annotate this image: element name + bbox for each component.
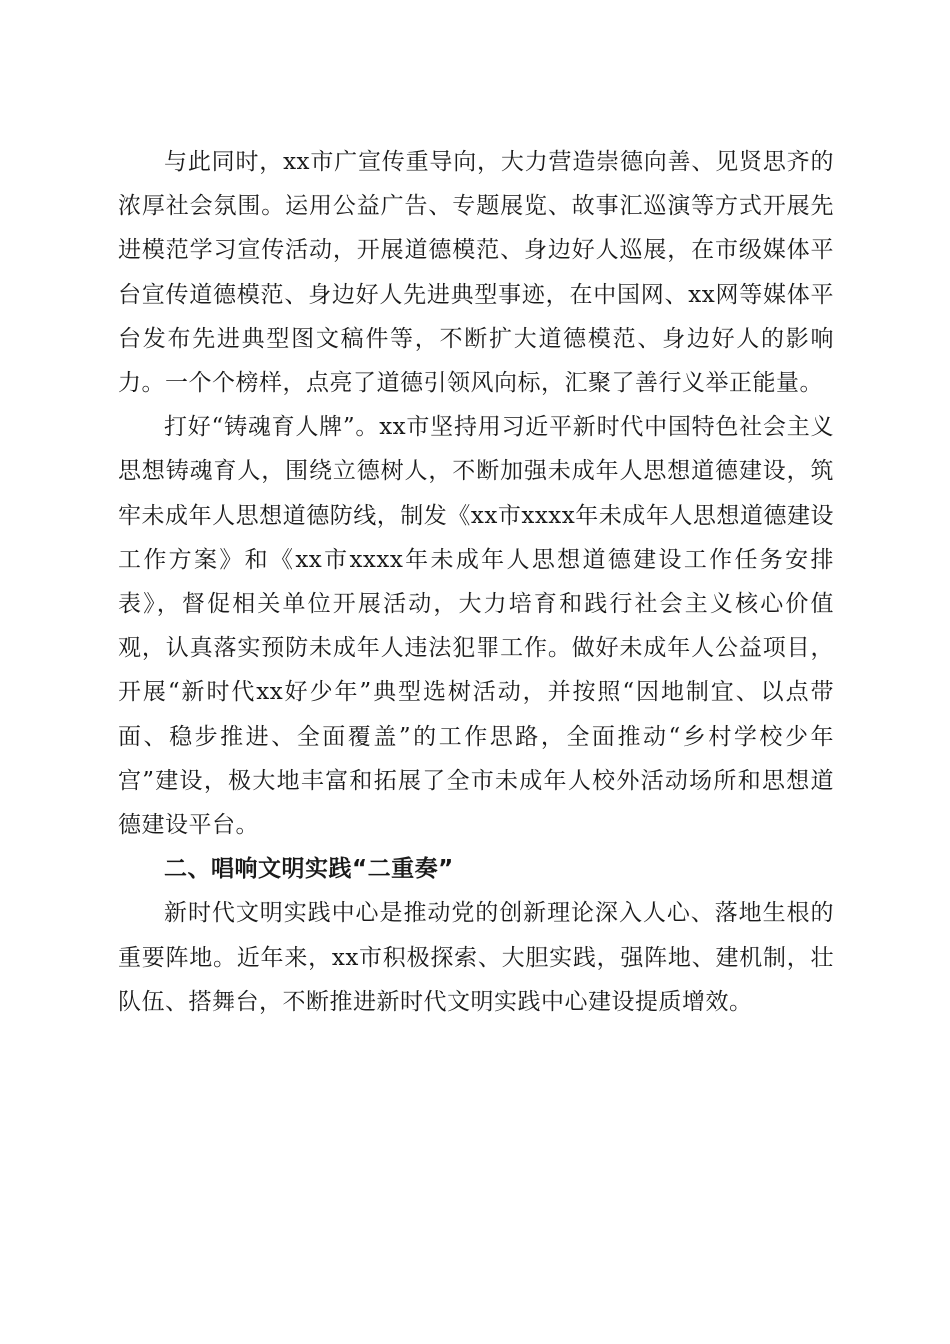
paragraph-civilization-practice: 新时代文明实践中心是推动党的创新理论深入人心、落地生根的重要阵地。近年来，xx市积极探索、大胆实践，强阵地、建机制，壮队伍、搭舞台，不断推进新时代文明实践中心建设提质增效。 (118, 900, 834, 1015)
paragraph-minors-education: 打好“铸魂育人牌”。xx市坚持用习近平新时代中国特色社会主义思想铸魂育人，围绕立德树人，不断加强未成年人思想道德建设，筑牢未成年人思想道德防线，制发《xx市xxxx年未成年人思想道德建设工作方案》和《xx市xxxx年未成年人思想道德建设工作任务安排表》，督促相关单位开展活动，大力培育和践行社会主义核心价值观，认真落实预防未成年人违法犯罪工作。做好未成年人公益项目，开展“新时代xx好少年”典型选树活动，并按照“因地制宜、以点带面、稳步推进、全面覆盖”的工作思路，全面推动“乡村学校少年宫”建设，极大地丰富和拓展了全市未成年人校外活动场所和思想道德建设平台。 (118, 414, 834, 839)
section-heading: 二、唱响文明实践“二重奏” (164, 856, 454, 883)
paragraph-publicity: 与此同时，xx市广宣传重导向，大力营造崇德向善、见贤思齐的浓厚社会氛围。运用公益广告、专题展览、故事汇巡演等方式开展先进模范学习宣传活动，开展道德模范、身边好人巡展，在市级媒体平台宣传道德模范、身边好人先进典型事迹，在中国网、xx网等媒体平台发布先进典型图文稿件等，不断扩大道德模范、身边好人的影响力。一个个榜样，点亮了道德引领风向标，汇聚了善行义举正能量。 (118, 149, 834, 397)
document-body (118, 140, 834, 1024)
